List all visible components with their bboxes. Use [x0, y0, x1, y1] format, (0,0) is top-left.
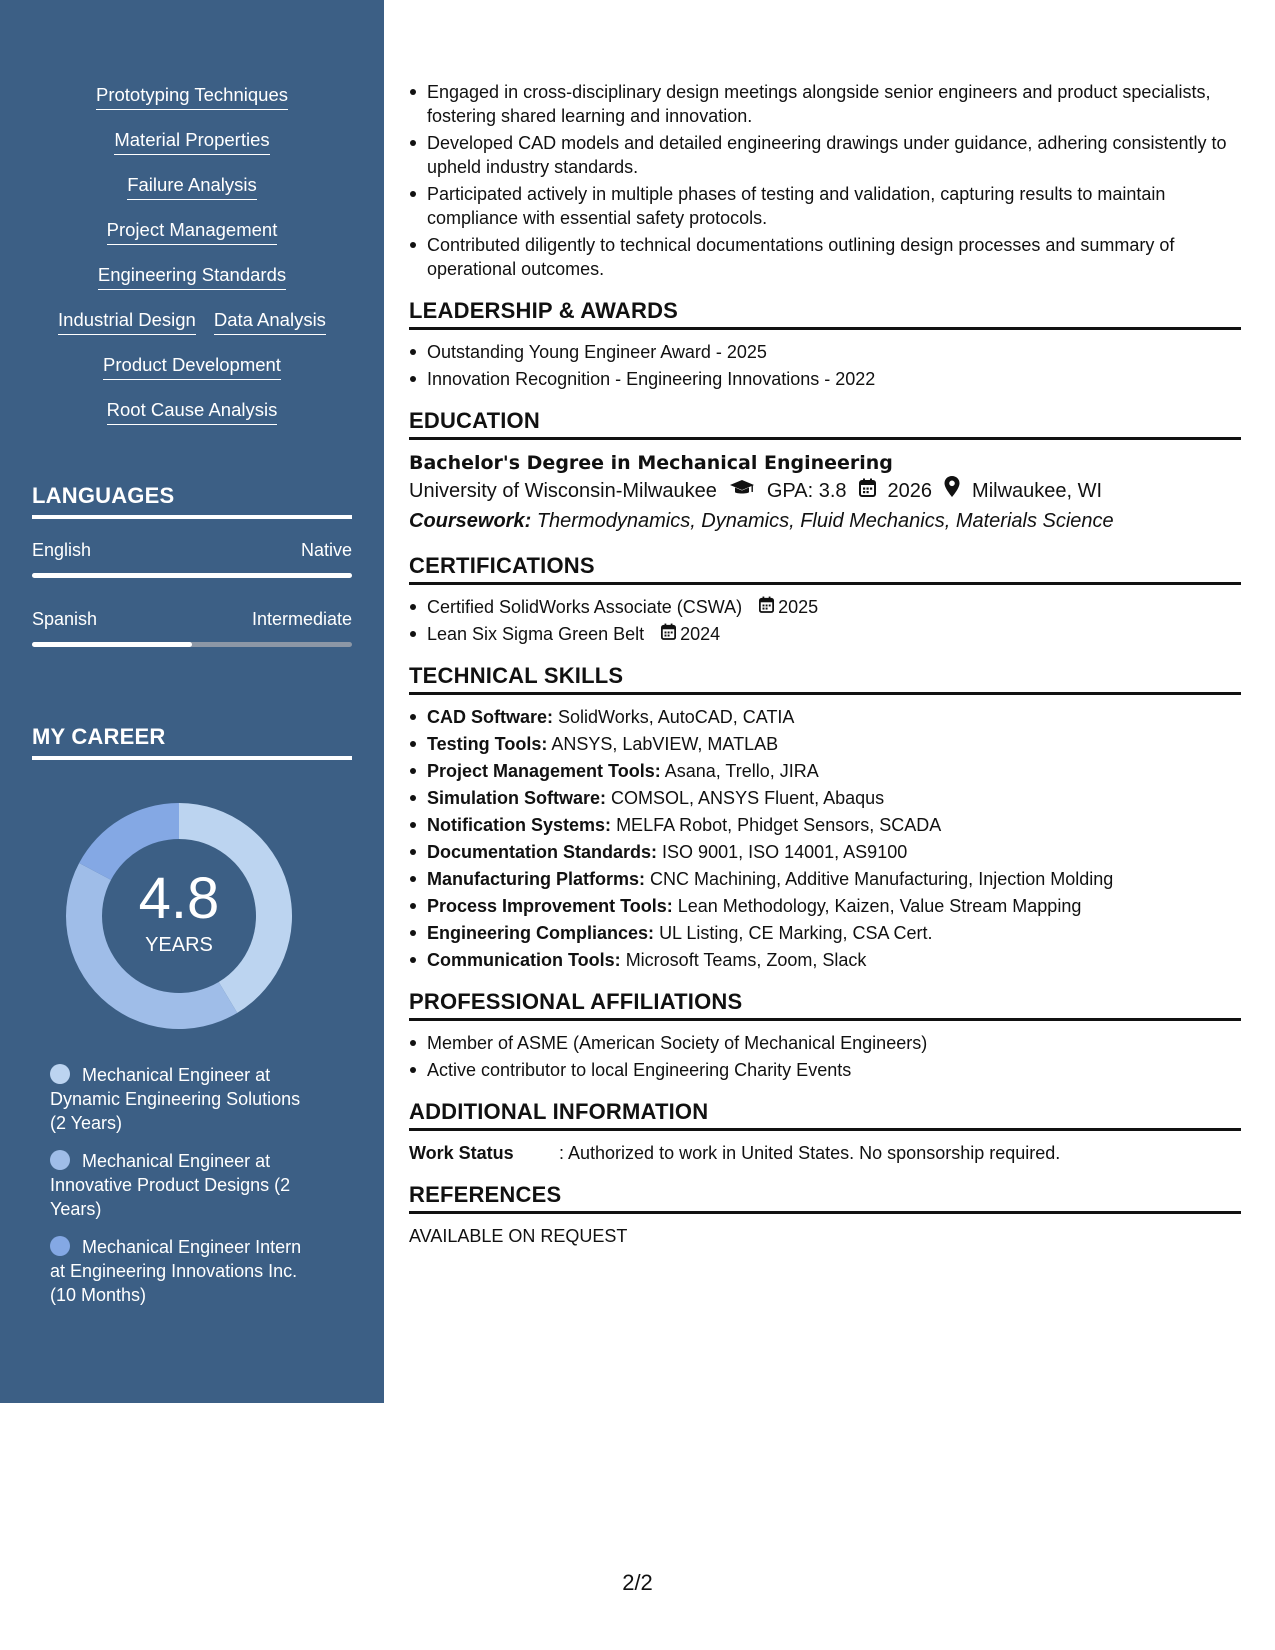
education-details [409, 476, 1241, 506]
technical-skill-item [409, 894, 1241, 918]
certification-year: 2025 [778, 597, 819, 617]
skill-label: Simulation Software: [427, 788, 607, 808]
skill-row [0, 174, 384, 219]
skill-tag: Engineering Standards [98, 264, 286, 290]
certification-item [409, 622, 1241, 646]
technical-skill-item [409, 732, 1241, 756]
career-donut-chart [66, 803, 292, 1029]
skill-value: UL Listing, CE Marking, CSA Cert. [659, 923, 933, 943]
skill-tag: Failure Analysis [127, 174, 257, 200]
legend-dot [50, 1064, 70, 1084]
skill-tag: Material Properties [114, 129, 269, 155]
technical-skill-item [409, 840, 1241, 864]
map-pin-icon [944, 476, 960, 506]
skill-row [0, 399, 384, 444]
skill-label: Communication Tools: [427, 950, 621, 970]
skill-value: Microsoft Teams, Zoom, Slack [625, 950, 867, 970]
references-text: AVAILABLE ON REQUEST [409, 1226, 628, 1246]
coursework-label: Coursework: [409, 510, 532, 532]
skill-row [0, 84, 384, 129]
language-level: Intermediate [251, 609, 352, 629]
additional-info-heading: ADDITIONAL INFORMATION [409, 1100, 1241, 1131]
skill-row [0, 219, 384, 264]
language-english [32, 540, 352, 578]
skill-tag: Prototyping Techniques [96, 84, 288, 110]
skill-label: Notification Systems: [427, 815, 612, 835]
career-text: Mechanical Engineer at Dynamic Engineering Solutions (2 Years) [50, 1065, 301, 1133]
work-status-label: Work Status [409, 1143, 514, 1163]
skill-label: Project Management Tools: [427, 761, 661, 781]
skill-row [0, 129, 384, 174]
affiliation-item: Member of ASME (American Society of Mechanical Engineers) [409, 1031, 1241, 1055]
technical-skills-heading: TECHNICAL SKILLS [409, 664, 1241, 695]
education-heading: EDUCATION [409, 409, 1241, 440]
technical-skill-item [409, 813, 1241, 837]
skill-label: Engineering Compliances: [427, 923, 655, 943]
coursework [409, 506, 1241, 536]
work-status-value: : Authorized to work in United States. No sponsorship required. [559, 1143, 1061, 1163]
experience-bullet: Engaged in cross-disciplinary design meetings alongside senior engineers and product specialists, fostering shared learning and innovation. [409, 80, 1241, 128]
gpa: GPA: 3.8 [766, 480, 847, 502]
technical-skill-item [409, 786, 1241, 810]
experience-bullets [409, 80, 1241, 281]
skill-value: COMSOL, ANSYS Fluent, Abaqus [611, 788, 885, 808]
leadership-item: Outstanding Young Engineer Award - 2025 [409, 340, 1241, 364]
skill-label: Testing Tools: [427, 734, 548, 754]
legend-dot [50, 1236, 70, 1256]
skill-label: Process Improvement Tools: [427, 896, 673, 916]
skill-row [0, 354, 384, 399]
skill-tag: Data Analysis [214, 309, 326, 335]
graduation-year: 2026 [887, 480, 933, 502]
career-total-unit: YEARS [145, 933, 213, 956]
technical-skills-list [409, 705, 1241, 972]
calendar-icon [661, 622, 676, 646]
language-spanish [32, 609, 352, 647]
certifications-list [409, 595, 1241, 646]
leadership-list [409, 340, 1241, 391]
language-name: Spanish [32, 609, 98, 629]
skills-list [0, 84, 384, 444]
leadership-heading: LEADERSHIP & AWARDS [409, 299, 1241, 330]
technical-skill-item [409, 948, 1241, 972]
skill-tag: Project Management [107, 219, 278, 245]
legend-dot [50, 1150, 70, 1170]
work-status-row [409, 1141, 1241, 1165]
skill-value: SolidWorks, AutoCAD, CATIA [558, 707, 795, 727]
languages-heading: LANGUAGES [32, 483, 352, 519]
calendar-icon [859, 476, 876, 506]
career-total-value: 4.8 [138, 865, 220, 931]
certification-name: Certified SolidWorks Associate (CSWA) [427, 597, 743, 617]
language-proficiency-fill [32, 642, 192, 647]
career-item [50, 1149, 320, 1221]
career-list [50, 1063, 320, 1321]
technical-skill-item [409, 921, 1241, 945]
skill-tag: Root Cause Analysis [107, 399, 278, 425]
career-text: Mechanical Engineer at Innovative Product Designs (2 Years) [50, 1151, 291, 1219]
career-heading: MY CAREER [32, 724, 352, 760]
skill-value: MELFA Robot, Phidget Sensors, SCADA [616, 815, 942, 835]
affiliation-item: Active contributor to local Engineering Charity Events [409, 1058, 1241, 1082]
career-item [50, 1063, 320, 1135]
references-heading: REFERENCES [409, 1183, 1241, 1214]
skill-row [0, 309, 384, 354]
school-name: University of Wisconsin-Milwaukee [409, 480, 717, 502]
skill-row [0, 264, 384, 309]
technical-skill-item [409, 705, 1241, 729]
skill-value: Lean Methodology, Kaizen, Value Stream Mapping [677, 896, 1082, 916]
page-number: 2/2 [622, 1570, 653, 1595]
certification-name: Lean Six Sigma Green Belt [427, 624, 645, 644]
skill-value: ISO 9001, ISO 14001, AS9100 [662, 842, 908, 862]
sidebar [0, 0, 384, 1403]
affiliations-list [409, 1031, 1241, 1082]
experience-bullet: Developed CAD models and detailed engineering drawings under guidance, adhering consistently to upheld industry standards. [409, 131, 1241, 179]
skill-label: Documentation Standards: [427, 842, 658, 862]
skill-value: Asana, Trello, JIRA [664, 761, 819, 781]
experience-bullet: Contributed diligently to technical documentations outlining design processes and summary of operational outcomes. [409, 233, 1241, 281]
leadership-item: Innovation Recognition - Engineering Innovations - 2022 [409, 367, 1241, 391]
skill-value: CNC Machining, Additive Manufacturing, Injection Molding [650, 869, 1114, 889]
degree-title: Bachelor's Degree in Mechanical Engineering [409, 452, 893, 474]
technical-skill-item [409, 867, 1241, 891]
certification-year: 2024 [680, 624, 721, 644]
skill-label: Manufacturing Platforms: [427, 869, 646, 889]
language-proficiency-bar [32, 642, 352, 647]
coursework-list: Thermodynamics, Dynamics, Fluid Mechanics, Materials Science [536, 510, 1114, 532]
certification-item [409, 595, 1241, 619]
donut-center [66, 803, 292, 1029]
language-proficiency-bar [32, 573, 352, 578]
language-name: English [32, 540, 92, 560]
language-level: Native [300, 540, 352, 560]
skill-value: ANSYS, LabVIEW, MATLAB [551, 734, 779, 754]
career-text: Mechanical Engineer Intern at Engineering Innovations Inc. (10 Months) [50, 1237, 302, 1305]
skill-tag: Industrial Design [58, 309, 196, 335]
experience-bullet: Participated actively in multiple phases of testing and validation, capturing results to maintain compliance with essential safety protocols. [409, 182, 1241, 230]
certifications-heading: CERTIFICATIONS [409, 554, 1241, 585]
main-content [409, 80, 1241, 1248]
skill-tag: Product Development [103, 354, 281, 380]
career-item [50, 1235, 320, 1307]
affiliations-heading: PROFESSIONAL AFFILIATIONS [409, 990, 1241, 1021]
calendar-icon [759, 595, 774, 619]
technical-skill-item [409, 759, 1241, 783]
graduation-cap-icon [729, 476, 755, 506]
school-location: Milwaukee, WI [972, 480, 1103, 502]
language-proficiency-fill [32, 573, 352, 578]
skill-label: CAD Software: [427, 707, 554, 727]
